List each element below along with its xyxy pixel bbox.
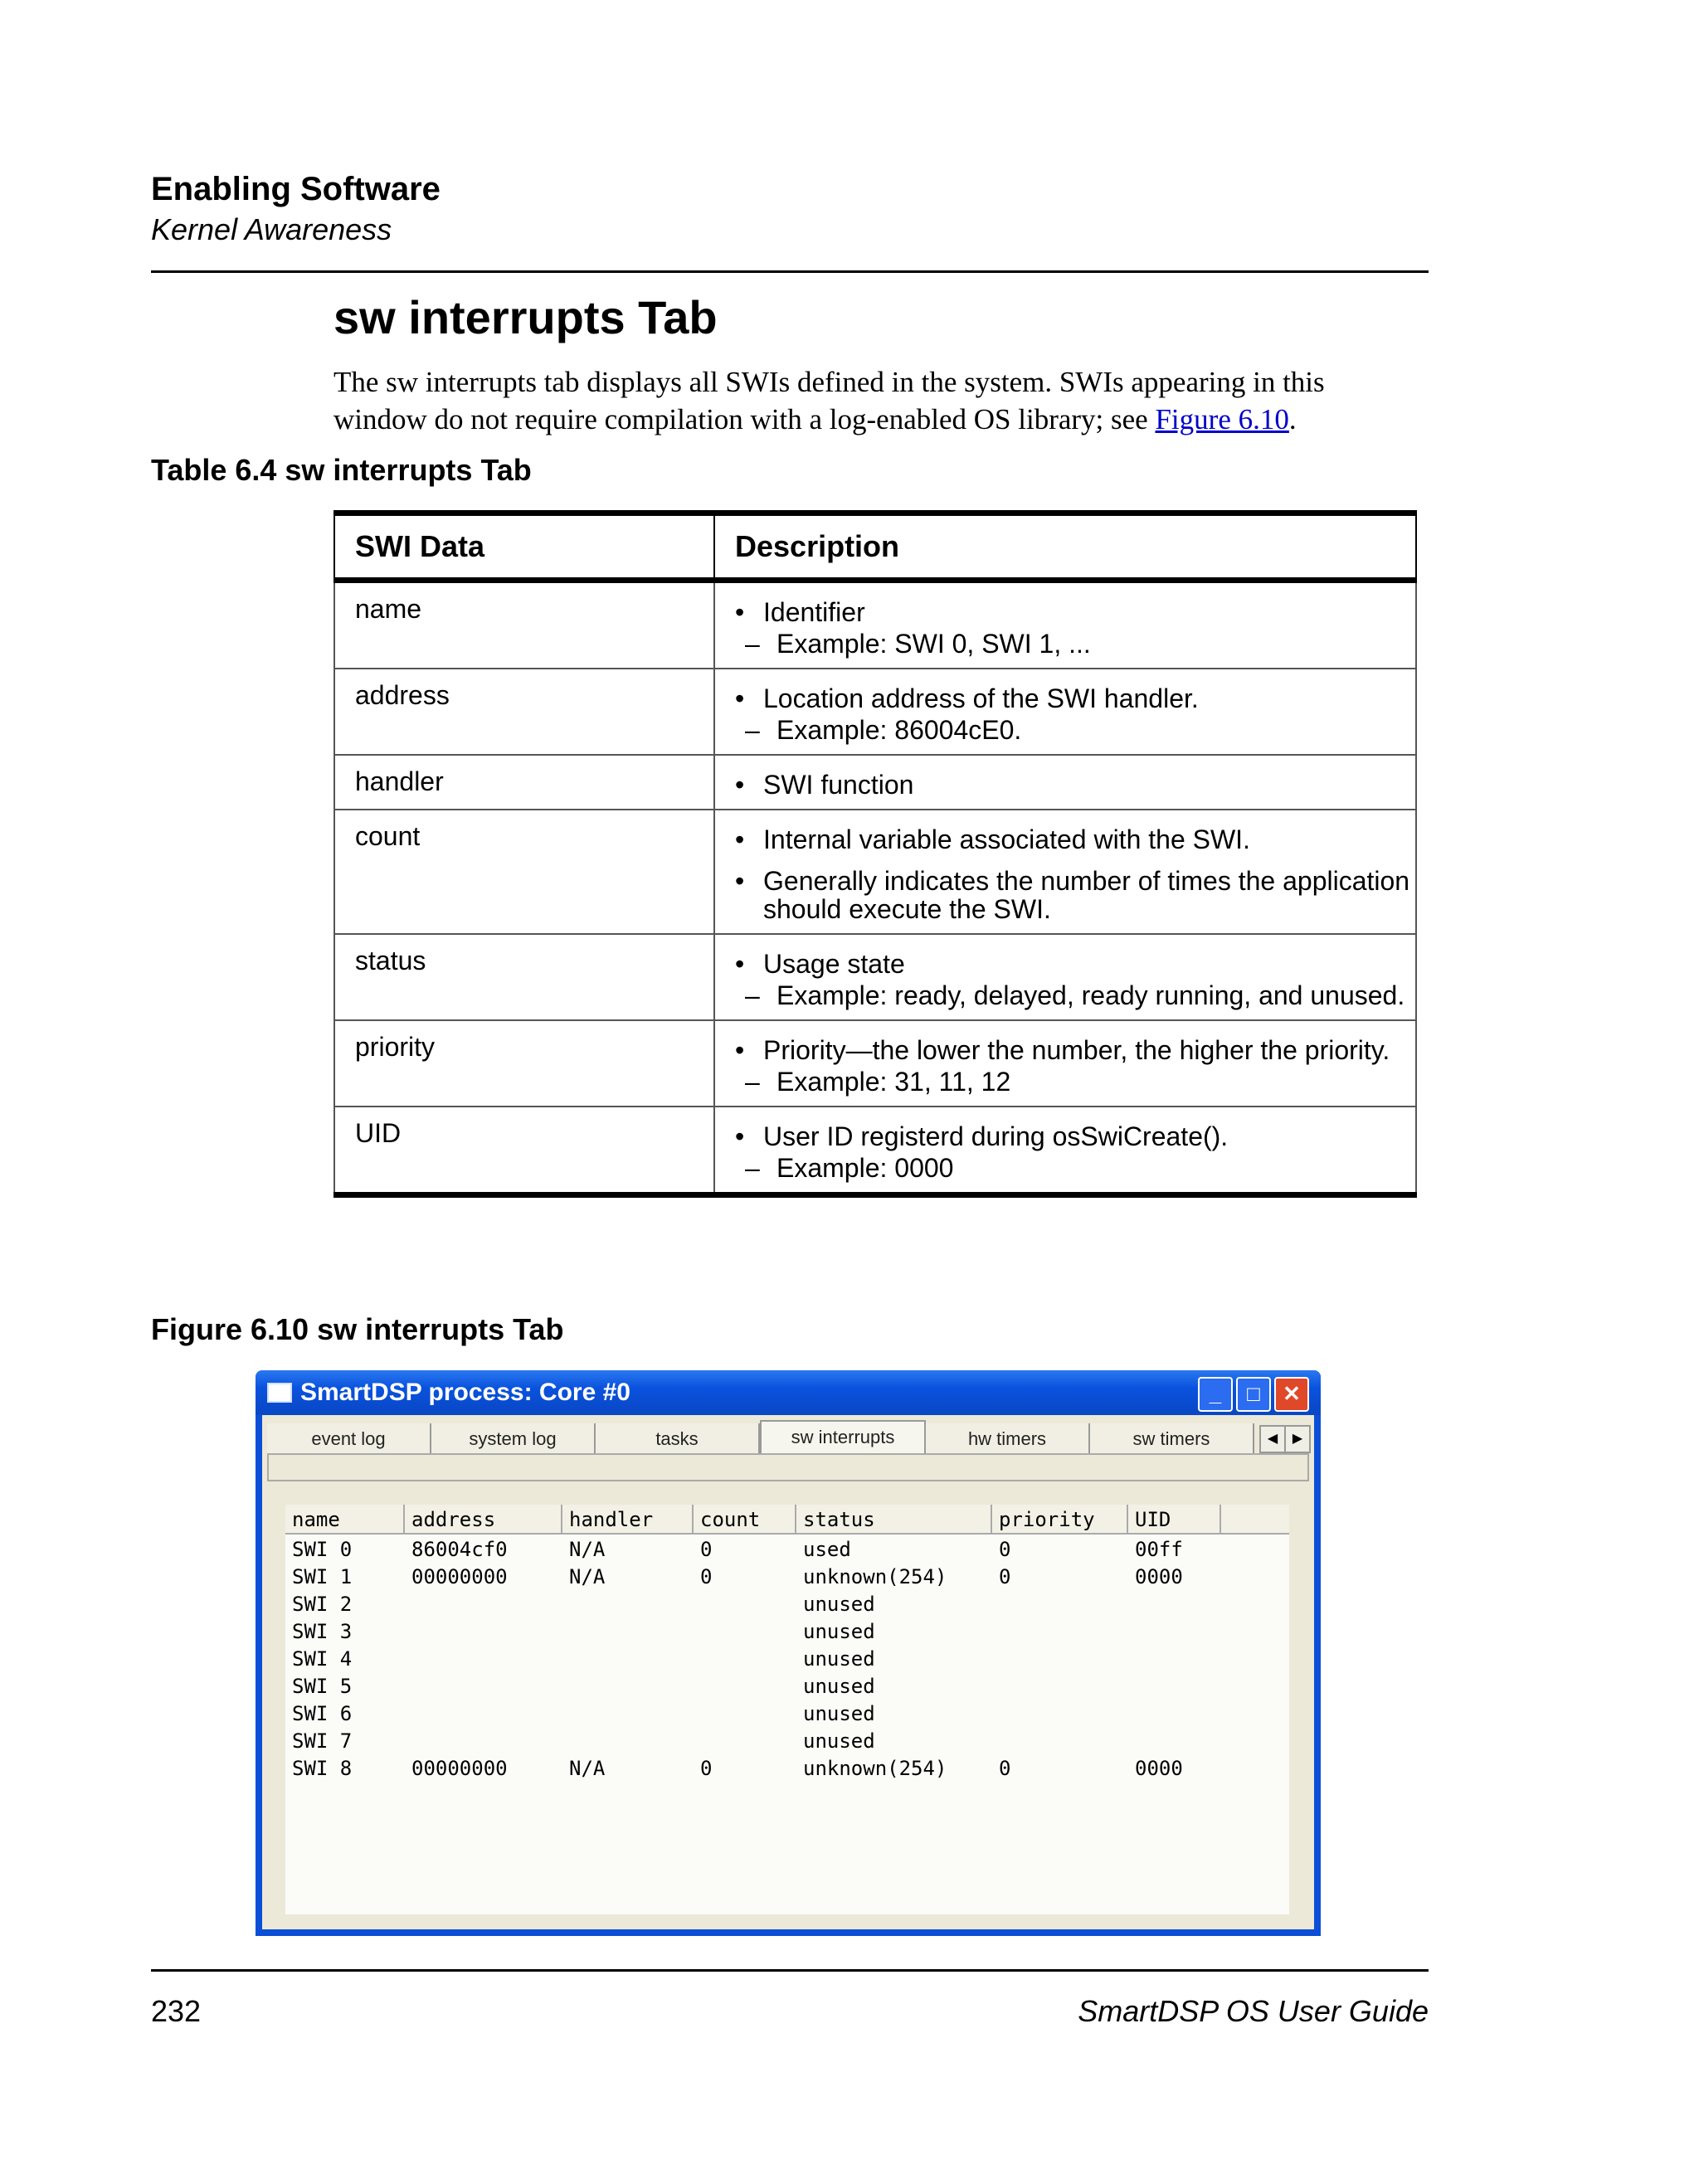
col-header-name[interactable]: name [285,1505,405,1535]
swi-name-cell: SWI 6 [292,1702,353,1725]
header-rule [151,270,1429,273]
running-header-subtitle: Kernel Awareness [151,212,392,246]
swi-name-cell: SWI 0 [292,1538,353,1561]
description-bullet: • Identifier [735,598,1415,626]
swi-name-cell: SWI 5 [292,1675,353,1698]
swi-field-name: name [334,581,714,669]
list-item[interactable] [285,1646,1289,1673]
swi-field-description [714,810,1416,934]
col-header-status[interactable]: status [796,1505,992,1535]
swi-handler-cell: N/A [569,1757,606,1780]
window-titlebar[interactable] [256,1370,1321,1415]
col-header-handler[interactable]: handler [562,1505,694,1535]
tab-scroll-left-icon[interactable]: ◀ [1259,1425,1286,1453]
intro-end: . [1288,403,1297,435]
list-item[interactable] [285,1564,1289,1591]
footer-rule [151,1969,1429,1972]
col-header-address[interactable]: address [405,1505,562,1535]
swi-field-name: address [334,669,714,755]
table-row [334,1020,1416,1107]
page-number: 232 [151,1994,202,2028]
description-example: – Example: 0000 [735,1154,1415,1182]
table-row [334,669,1416,755]
description-bullet: • Internal variable associated with the SWI. [735,825,1415,854]
swi-field-description [714,581,1416,669]
swi-uid-cell: 0000 [1135,1757,1183,1780]
window-icon [267,1383,292,1403]
description-bullet: • Usage state [735,950,1415,978]
tab-event-log[interactable]: event log [267,1423,431,1455]
tab-sw-timers[interactable]: sw timers [1090,1423,1254,1455]
description-example: – Example: 31, 11, 12 [735,1068,1415,1096]
swi-uid-cell: 0000 [1135,1565,1183,1588]
col-header-count[interactable]: count [694,1505,796,1535]
swi-status-cell: unused [803,1620,875,1643]
swi-name-cell: SWI 4 [292,1647,353,1671]
swi-name-cell: SWI 2 [292,1593,353,1616]
list-item[interactable] [285,1728,1289,1755]
table-row [334,810,1416,934]
description-example: – Example: 86004cE0. [735,716,1415,744]
table-header-swi-data: SWI Data [334,513,714,581]
swi-status-cell: unused [803,1702,875,1725]
swi-status-cell: unknown(254) [803,1565,947,1588]
list-item[interactable] [285,1618,1289,1646]
table-caption: Table 6.4 sw interrupts Tab [151,453,532,487]
swi-status-cell: unused [803,1729,875,1753]
description-bullet: • Generally indicates the number of times the application should execute the SWI. [735,867,1415,923]
swi-handler-cell: N/A [569,1538,606,1561]
minimize-button[interactable]: _ [1198,1377,1233,1412]
swi-handler-cell: N/A [569,1565,606,1588]
list-item[interactable] [285,1591,1289,1618]
intro-text: The sw interrupts tab displays all SWIs defined in the system. SWIs appearing in this window do not require compilation with a log-enabled OS library; see [333,366,1325,435]
swi-data-table [333,510,1417,1198]
swi-field-description [714,669,1416,755]
swi-status-cell: used [803,1538,851,1561]
table-row [334,934,1416,1020]
swi-uid-cell: 00ff [1135,1538,1183,1561]
description-bullet: • Priority—the lower the number, the higher the priority. [735,1036,1415,1064]
tab-sw-interrupts[interactable]: sw interrupts [760,1420,926,1458]
swi-field-name: handler [334,755,714,810]
swi-status-cell: unknown(254) [803,1757,947,1780]
description-bullet: • Location address of the SWI handler. [735,684,1415,713]
table-row [334,581,1416,669]
list-item[interactable] [285,1536,1289,1564]
intro-paragraph [333,363,1420,438]
list-item[interactable] [285,1673,1289,1700]
swi-field-name: status [334,934,714,1020]
swi-field-description [714,755,1416,810]
tab-scroll-right-icon[interactable]: ▶ [1284,1425,1311,1453]
tab-strip [267,1420,1309,1455]
swi-field-description [714,934,1416,1020]
swi-priority-cell: 0 [999,1757,1011,1780]
swi-status-cell: unused [803,1647,875,1671]
table-header-description: Description [714,513,1416,581]
tab-tasks[interactable]: tasks [596,1423,760,1455]
tab-toolbar-panel [267,1453,1309,1481]
table-row [334,1107,1416,1195]
maximize-button[interactable]: □ [1236,1377,1271,1412]
tab-system-log[interactable]: system log [431,1423,596,1455]
tab-hw-timers[interactable]: hw timers [926,1423,1090,1455]
col-header-priority[interactable]: priority [992,1505,1128,1535]
running-header-title: Enabling Software [151,171,441,207]
swi-count-cell: 0 [700,1565,713,1588]
figure-link[interactable]: Figure 6.10 [1155,403,1289,435]
col-header-uid[interactable]: UID [1128,1505,1221,1535]
swi-count-cell: 0 [700,1757,713,1780]
smartdsp-window [256,1370,1321,1936]
window-client-area [262,1415,1314,1929]
swi-address-cell: 86004cf0 [411,1538,508,1561]
swi-priority-cell: 0 [999,1538,1011,1561]
table-row [334,755,1416,810]
swi-field-description [714,1107,1416,1195]
swi-address-cell: 00000000 [411,1757,508,1780]
figure-caption: Figure 6.10 sw interrupts Tab [151,1312,564,1346]
window-title: SmartDSP process: Core #0 [300,1379,630,1406]
swi-name-cell: SWI 7 [292,1729,353,1753]
description-bullet: • User ID registerd during osSwiCreate(). [735,1122,1415,1150]
swi-status-cell: unused [803,1593,875,1616]
swi-status-cell: unused [803,1675,875,1698]
swi-list-view[interactable] [285,1505,1289,1914]
section-heading: sw interrupts Tab [333,291,718,343]
swi-field-name: priority [334,1020,714,1107]
swi-field-description [714,1020,1416,1107]
swi-count-cell: 0 [700,1538,713,1561]
swi-name-cell: SWI 8 [292,1757,353,1780]
description-bullet: • SWI function [735,771,1415,799]
swi-priority-cell: 0 [999,1565,1011,1588]
col-header-filler [1221,1505,1289,1535]
list-item[interactable] [285,1755,1289,1783]
swi-address-cell: 00000000 [411,1565,508,1588]
close-button[interactable]: ✕ [1274,1377,1309,1412]
guide-title: SmartDSP OS User Guide [1078,1994,1429,2028]
swi-field-name: UID [334,1107,714,1195]
description-example: – Example: SWI 0, SWI 1, ... [735,630,1415,658]
swi-name-cell: SWI 3 [292,1620,353,1643]
swi-field-name: count [334,810,714,934]
swi-name-cell: SWI 1 [292,1565,353,1588]
description-example: – Example: ready, delayed, ready running, and unused. [735,981,1415,1009]
list-item[interactable] [285,1700,1289,1728]
